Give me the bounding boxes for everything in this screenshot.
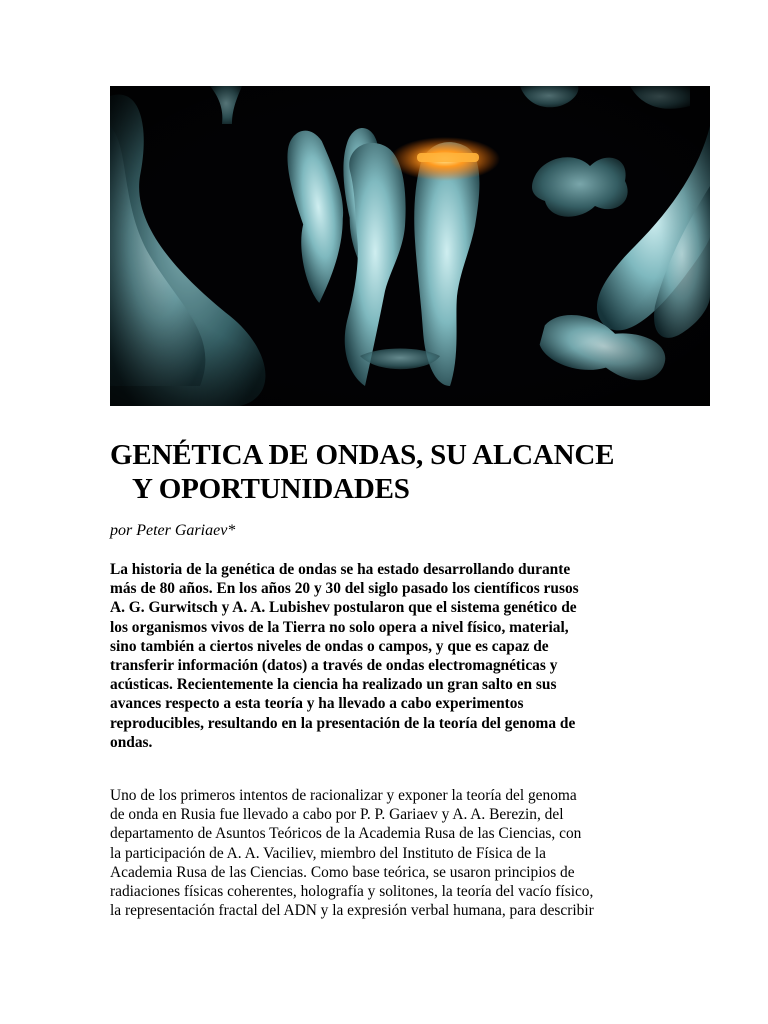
- chromosome-hero-image: [110, 86, 710, 406]
- intro-paragraph: [110, 560, 670, 752]
- paragraph-line: transferir información (datos) a través de ondas electromagnéticas y: [110, 657, 558, 675]
- paragraph-line: más de 80 años. En los años 20 y 30 del siglo pasado los científicos rusos: [110, 580, 579, 598]
- title-line-2: Y OPORTUNIDADES: [132, 473, 410, 505]
- paragraph-line: Uno de los primeros intentos de racionalizar y exponer la teoría del genoma: [110, 787, 577, 804]
- title-line-1: GENÉTICA DE ONDAS, SU ALCANCE: [110, 439, 615, 471]
- author-byline: por Peter Gariaev*: [110, 522, 236, 539]
- paragraph-line: ondas.: [110, 733, 153, 751]
- chromosomes-illustration-icon: [110, 86, 710, 406]
- paragraph-line: la participación de A. A. Vaciliev, miembro del Instituto de Física de la: [110, 844, 546, 862]
- paragraph-line: La historia de la genética de ondas se ha estado desarrollando durante: [110, 561, 571, 578]
- paragraph-line: A. G. Gurwitsch y A. A. Lubishev postularon que el sistema genético de: [110, 599, 577, 617]
- paragraph-line: reproducibles, resultando en la presentación de la teoría del genoma de: [110, 714, 576, 732]
- paragraph-line: avances respecto a esta teoría y ha llevado a cabo experimentos: [110, 695, 524, 713]
- paragraph-line: la representación fractal del ADN y la expresión verbal humana, para describir: [110, 902, 594, 920]
- paragraph-line: los organismos vivos de la Tierra no solo opera a nivel físico, material,: [110, 618, 569, 636]
- paragraph-line: sino también a ciertos niveles de ondas o campos, y que es capaz de: [110, 637, 549, 655]
- article-title: [110, 438, 730, 506]
- paragraph-line: de onda en Rusia fue llevado a cabo por P. P. Gariaev y A. A. Berezin, del: [110, 806, 564, 824]
- paragraph-line: departamento de Asuntos Teóricos de la Academia Rusa de las Ciencias, con: [110, 825, 582, 843]
- paragraph-line: Academia Rusa de las Ciencias. Como base teórica, se usaron principios de: [110, 863, 575, 881]
- paragraph-line: acústicas. Recientemente la ciencia ha realizado un gran salto en sus: [110, 676, 557, 694]
- paragraph-line: radiaciones físicas coherentes, holografía y solitones, la teoría del vacío físico,: [110, 883, 594, 901]
- body-paragraph: [110, 786, 670, 920]
